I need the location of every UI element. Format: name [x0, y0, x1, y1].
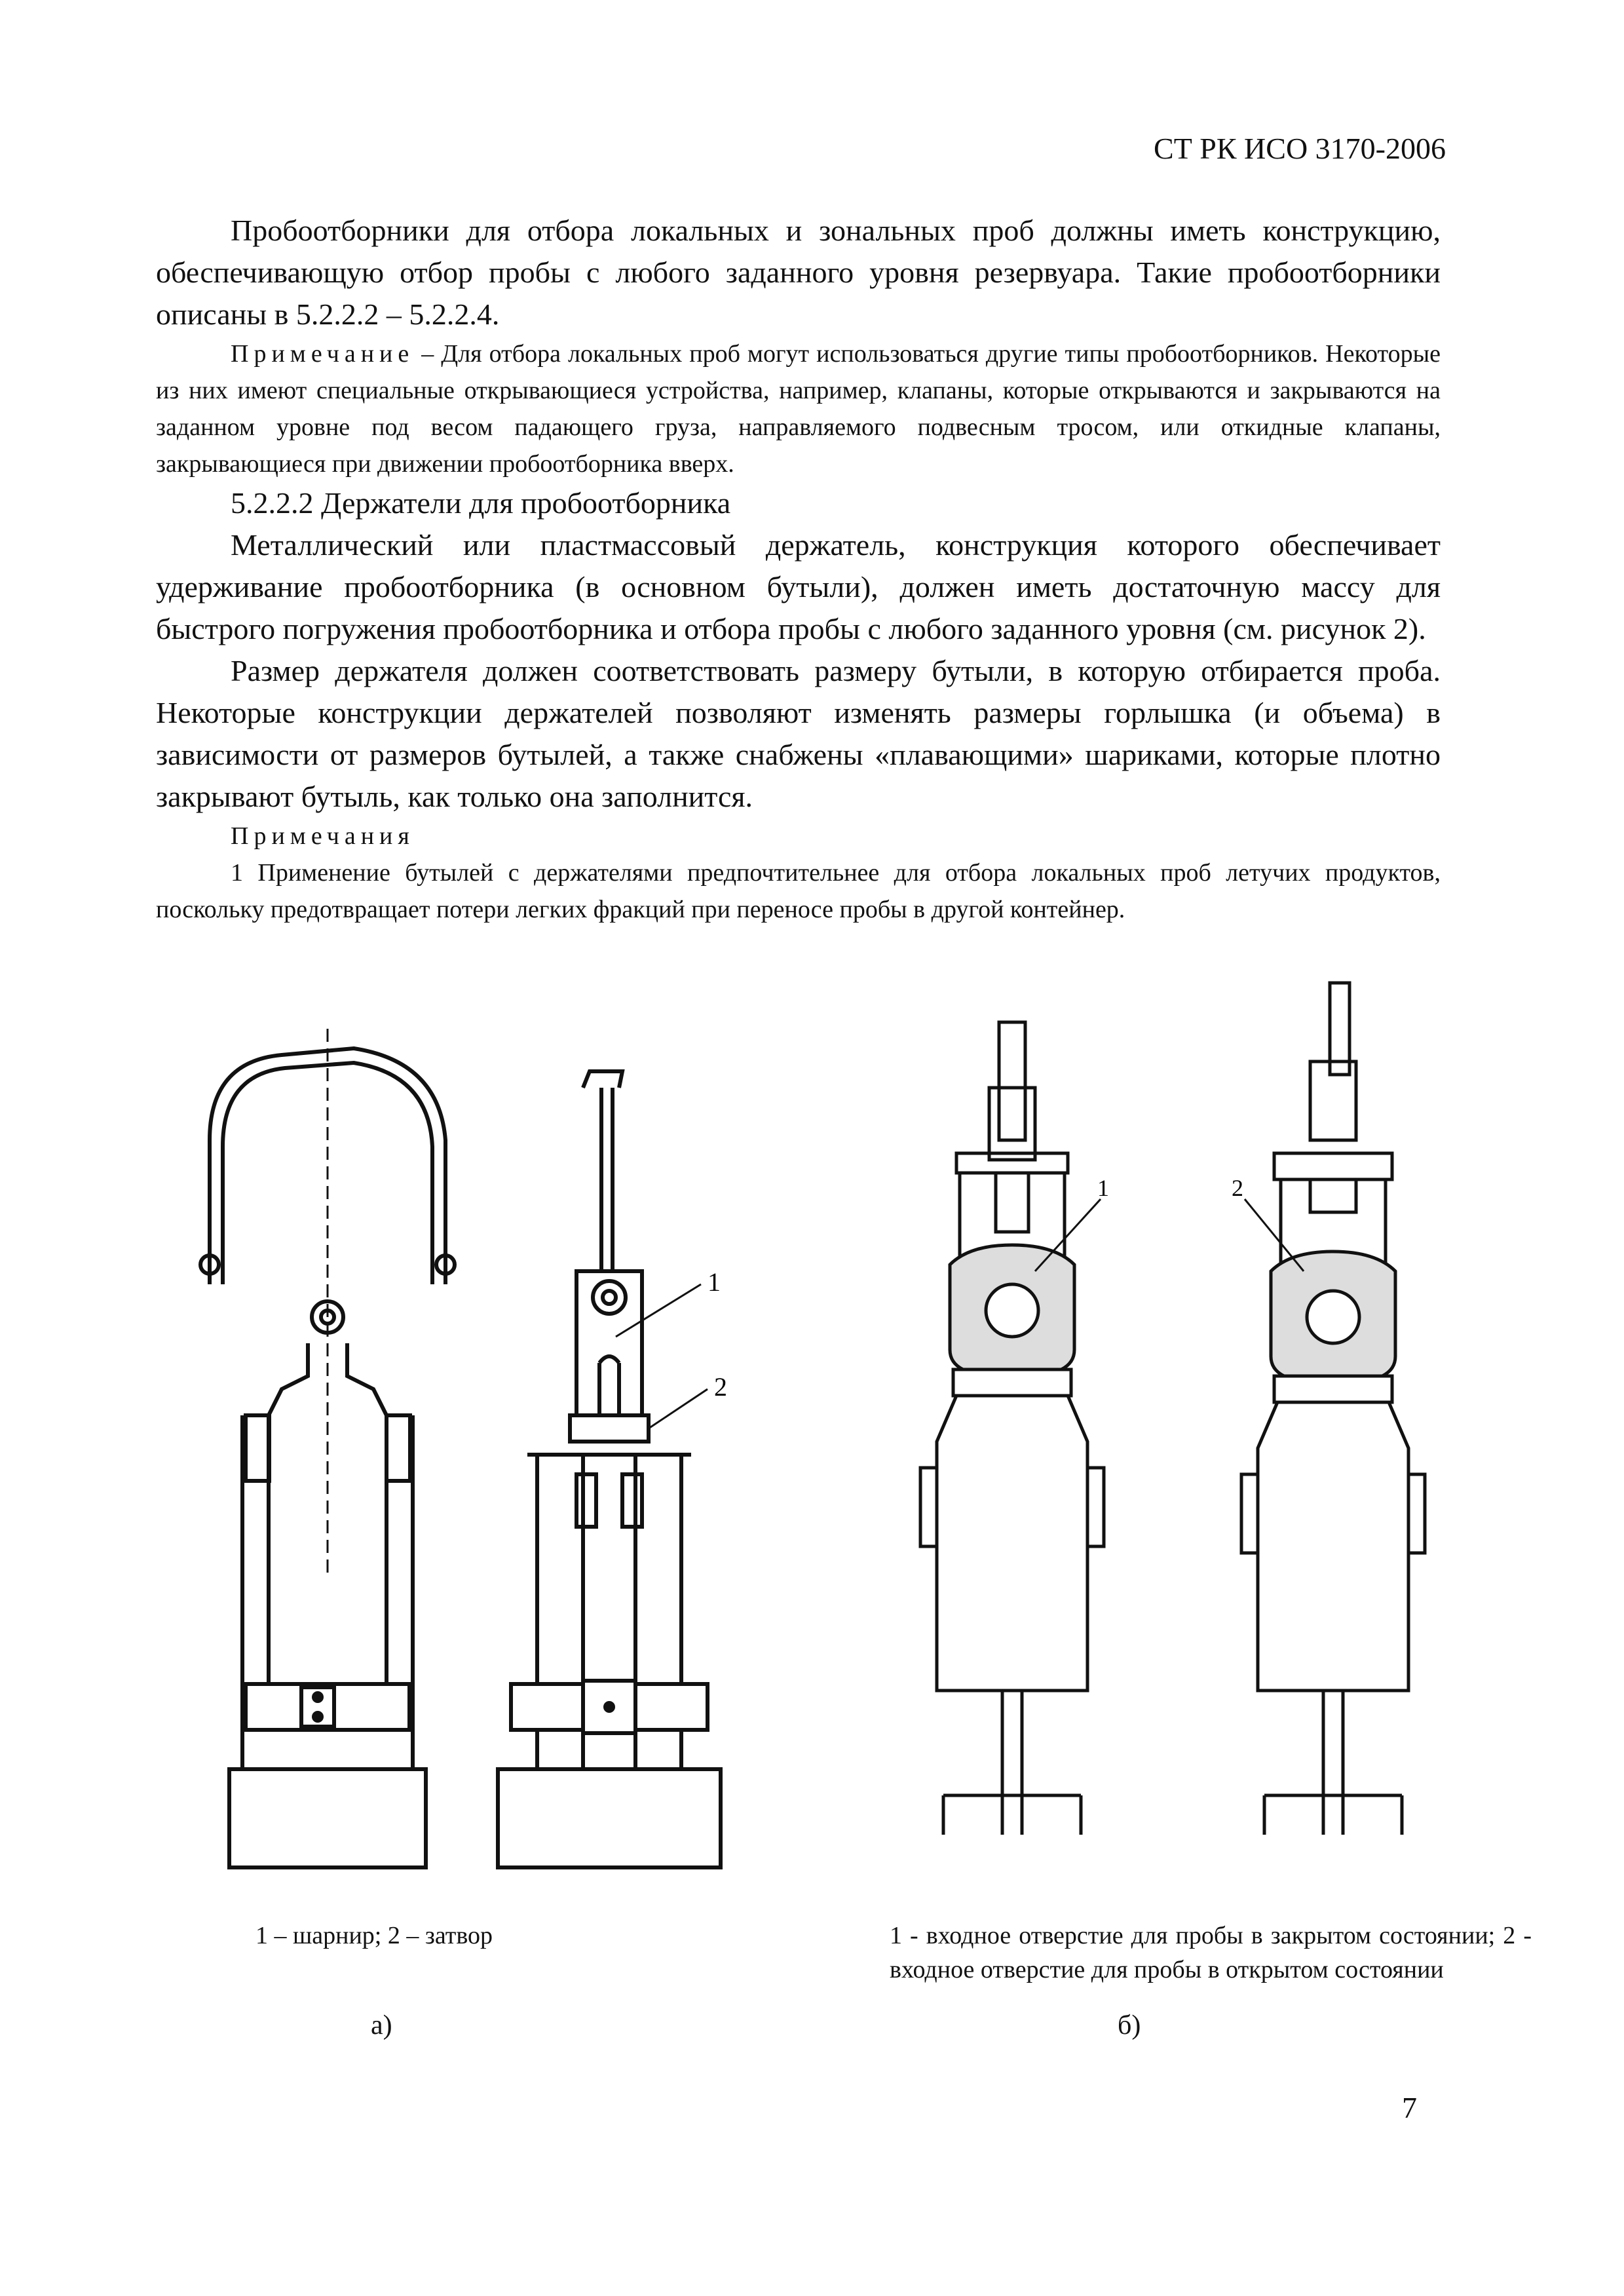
page-number: 7 [1402, 2091, 1417, 2124]
note-text: – Для отбора локальных проб могут использоваться другие типы пробоотборников. Некоторые из них имеют специальные открывающиеся устройства, например, клапаны, которые открываются и закрываются на заданном уровне под весом падающего груза, направляемого подвесным тросом, или откидные клапаны, закрывающиеся при движении пробоотборника вверх. [156, 340, 1441, 478]
label-a-2: 2 [714, 1372, 727, 1402]
label-a-1: 1 [708, 1267, 721, 1297]
notes-label: Примечания [231, 822, 415, 850]
note-label: Примечание [231, 340, 415, 368]
figure-b-drawing [852, 983, 1481, 1900]
section-heading: 5.2.2.2 Держатели для пробоотборника [231, 486, 731, 520]
figure-a-drawing [131, 1022, 852, 1874]
text-block [156, 210, 1441, 928]
note-local-samplers [156, 335, 1441, 482]
subfigure-a-label: а) [371, 2010, 392, 2040]
paragraph-samplers-intro: Пробоотборники для отбора локальных и зональных проб должны иметь конструкцию, обеспечивающую отбор пробы с любого заданного уровня резервуара. Такие пробоотборники описаны в 5.2.2.2 – 5.2.2.4. [156, 214, 1441, 331]
paragraph-holder-size: Размер держателя должен соответствовать размеру бутыли, в которую отбирается проба. Некоторые конструкции держателей позволяют изменять размеры горлышка (и объема) в зависимости от размеров бутылей, а также снабжены «плавающими» шариками, которые плотно закрывают бутыль, как только она заполнится. [156, 654, 1441, 813]
note-bottles: 1 Применение бутылей с держателями предпочтительнее для отбора локальных проб летучих продуктов, поскольку предотвращает потери легких фракций при переносе пробы в другой контейнер. [156, 859, 1441, 923]
paragraph-holder-description: Металлический или пластмассовый держатель, конструкция которого обеспечивает удерживание пробоотборника (в основном бутыли), должен иметь достаточную массу для быстрого погружения пробоотборника и отбора пробы с любого заданного уровня (см. рисунок 2). [156, 528, 1441, 645]
document-number: СТ РК ИСО 3170-2006 [1154, 132, 1446, 165]
label-b-2: 2 [1232, 1175, 1243, 1201]
subfigure-b-label: б) [1118, 2010, 1141, 2040]
caption-b: 1 - входное отверстие для пробы в закрытом состоянии; 2 - входное отверстие для пробы в открытом состоянии [890, 1922, 1532, 1983]
label-b-1: 1 [1097, 1175, 1109, 1201]
caption-a: 1 – шарнир; 2 – затвор [255, 1922, 493, 1949]
